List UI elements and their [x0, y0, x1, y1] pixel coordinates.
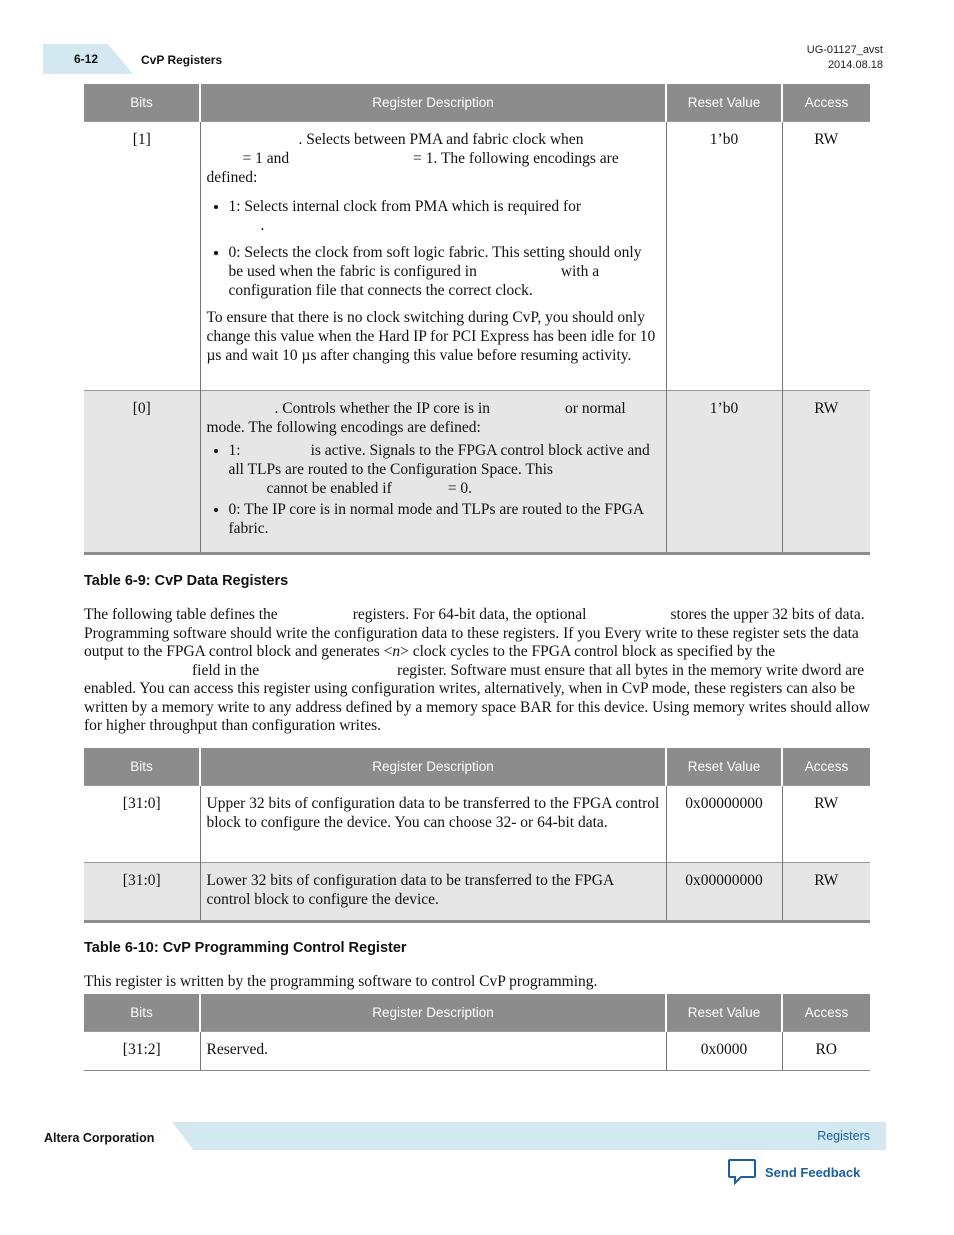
- row-description: . Controls whether the IP core is in or normal mode. The following encodings are defined: • 1: is active. Signals to the FPGA control block active and all TLPs are routed to the Configuration Space. This cannot be enabled if = 0. • 0: The IP core is in normal mode and TLPs are routed to the FPGA fabric.: [200, 391, 666, 554]
- row-description: Reserved.: [200, 1032, 666, 1071]
- encoding-list: [207, 197, 660, 300]
- table-row: [84, 863, 870, 922]
- row-reset-value: 0x00000000: [666, 786, 782, 863]
- feedback-icon: [727, 1158, 757, 1186]
- doc-date: 2014.08.18: [827, 59, 883, 71]
- row-description: [200, 122, 666, 391]
- row-bits: [31:2]: [84, 1032, 200, 1071]
- list-item: • 0: The IP core is in normal mode and TLPs are routed to the FPGA fabric.: [229, 500, 660, 538]
- row-bits: [1]: [84, 122, 200, 391]
- table-row: [84, 122, 870, 391]
- col-reset-value: Reset Value: [666, 994, 782, 1032]
- row-access: RO: [782, 1032, 870, 1071]
- col-description: Register Description: [200, 748, 666, 786]
- page-number: 6-12: [74, 52, 99, 66]
- list-item: • 1: is active. Signals to the FPGA control block active and all TLPs are routed to the Configuration Space. This cannot be enabled if = 0.: [229, 441, 660, 498]
- col-reset-value: Reset Value: [666, 748, 782, 786]
- row-description: Upper 32 bits of configuration data to be transferred to the FPGA control block to configure the device. You can choose 32- or 64-bit data.: [200, 786, 666, 863]
- col-access: Access: [782, 84, 870, 122]
- doc-info: [807, 43, 883, 73]
- col-reset-value: Reset Value: [666, 84, 782, 122]
- row-access: RW: [782, 391, 870, 554]
- col-description: Register Description: [200, 994, 666, 1032]
- row-reset-value: 0x0000: [666, 1032, 782, 1071]
- col-bits: Bits: [84, 994, 200, 1032]
- table-row: [84, 786, 870, 863]
- row-access: RW: [782, 863, 870, 922]
- footer-band: [172, 1122, 886, 1150]
- company-name: Altera Corporation: [44, 1131, 155, 1145]
- table-row: [84, 1032, 870, 1071]
- desc-text: . Selects between PMA and fabric clock when: [298, 131, 584, 148]
- send-feedback-label: Send Feedback: [765, 1164, 861, 1180]
- list-item: • 0: Selects the clock from soft logic fabric. This setting should only be used when the fabric is configured in with a configuration file that connects the correct clock.: [229, 243, 660, 300]
- row-access: RW: [782, 786, 870, 863]
- table-caption: Table 6-10: CvP Programming Control Register: [84, 940, 407, 956]
- row-description: Lower 32 bits of configuration data to be transferred to the FPGA control block to configure the device.: [200, 863, 666, 922]
- table-caption: Table 6-9: CvP Data Registers: [84, 573, 289, 589]
- table-intro: This register is written by the programming software to control CvP programming.: [84, 973, 598, 990]
- send-feedback-button[interactable]: [727, 1158, 860, 1186]
- desc-text: = 1 and: [242, 150, 290, 167]
- section-title: CvP Registers: [141, 53, 223, 67]
- table-row: [84, 391, 870, 554]
- list-item: • 1: Selects internal clock from PMA which is required for .: [229, 197, 660, 235]
- row-bits: [31:0]: [84, 863, 200, 922]
- encoding-list: [207, 441, 660, 538]
- row-bits: [31:0]: [84, 786, 200, 863]
- row-reset-value: 1’b0: [666, 391, 782, 554]
- row-access: RW: [782, 122, 870, 391]
- table-intro: The following table defines the registers. For 64-bit data, the optional stores the upper 32 bits of data. Programming software should write the configuration data to these registers. If you Every write to these register sets the data output to the FPGA control block and generates <n> clock cycles to the FPGA control block as specified by thefield in the register. Software must ensure that all bytes in the memory write dword are enabled. You can access this register using configuration writes, alternatively, when in CvP mode, these registers can also be written by a memory write to any address defined by a memory space BAR for this device. Using memory writes should allow for higher throughput than configuration writes.: [84, 606, 871, 734]
- desc-text: = 1. The following encodings are defined:: [206, 150, 619, 186]
- col-bits: Bits: [84, 748, 200, 786]
- row-reset-value: 0x00000000: [666, 863, 782, 922]
- desc-note: To ensure that there is no clock switching during CvP, you should only change this value when the Hard IP for PCI Express has been idle for 10 µs and wait 10 µs after changing this value before resuming activity.: [206, 309, 656, 364]
- cvp-data-registers-table: [84, 748, 870, 923]
- row-reset-value: 1’b0: [666, 122, 782, 391]
- row-bits: [0]: [84, 391, 200, 554]
- cvp-mode-control-table-continued: [84, 84, 870, 555]
- doc-id: UG-01127_avst: [806, 44, 883, 56]
- section-link[interactable]: Registers: [817, 1129, 870, 1143]
- col-description: Register Description: [200, 84, 666, 122]
- col-access: Access: [782, 994, 870, 1032]
- cvp-programming-control-table: [84, 994, 870, 1071]
- col-bits: Bits: [84, 84, 200, 122]
- col-access: Access: [782, 748, 870, 786]
